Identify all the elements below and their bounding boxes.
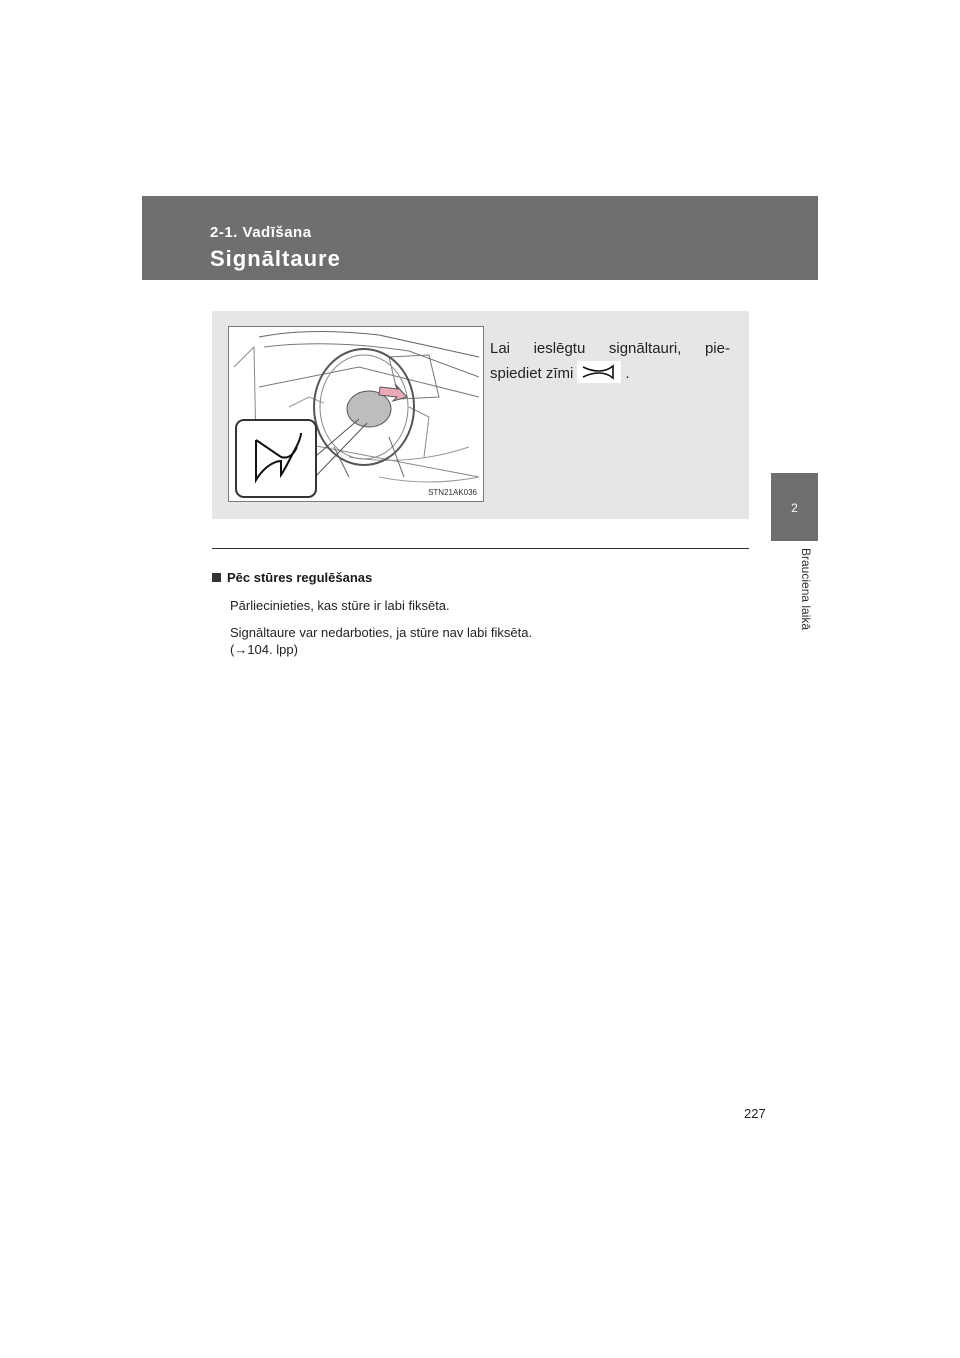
- instruction-line-2: [490, 361, 730, 386]
- chapter-tab-label: Brauciena laikā: [799, 548, 813, 631]
- section-label: 2-1. Vadīšana: [210, 224, 312, 241]
- chapter-header: [142, 196, 818, 280]
- instruction-word: signāltauri,: [608, 340, 682, 357]
- instruction-period: .: [625, 365, 630, 382]
- chapter-tab: [771, 473, 818, 541]
- chapter-tab-number: 2: [791, 501, 798, 515]
- note-heading: [212, 570, 372, 585]
- page-number: 227: [744, 1106, 766, 1121]
- instruction-word: pie-: [704, 340, 730, 357]
- square-bullet-icon: [212, 573, 221, 582]
- note-paragraph-1: Pārliecinieties, kas stūre ir labi fiksēta.: [230, 598, 450, 613]
- instruction-line-1: [490, 336, 730, 361]
- page-title: Signāltaure: [210, 246, 341, 271]
- instruction-word: ieslēgtu: [533, 340, 586, 357]
- info-box: [212, 311, 749, 519]
- horn-icon: [577, 361, 621, 383]
- instruction-text: [490, 336, 730, 386]
- figure-code: STN21AK036: [428, 488, 477, 497]
- instruction-word: Lai: [490, 340, 511, 357]
- dashboard-drawing: [229, 327, 483, 501]
- note-heading-text: Pēc stūres regulēšanas: [227, 570, 373, 585]
- steering-wheel-illustration: [228, 326, 484, 502]
- instruction-line-2-text: spiediet zīmi: [490, 365, 574, 382]
- section-divider: [212, 548, 749, 549]
- note-paragraph-2: Signāltaure var nedarboties, ja stūre nav labi fiksēta.: [230, 625, 533, 640]
- note-reference: (→104. lpp): [230, 642, 298, 657]
